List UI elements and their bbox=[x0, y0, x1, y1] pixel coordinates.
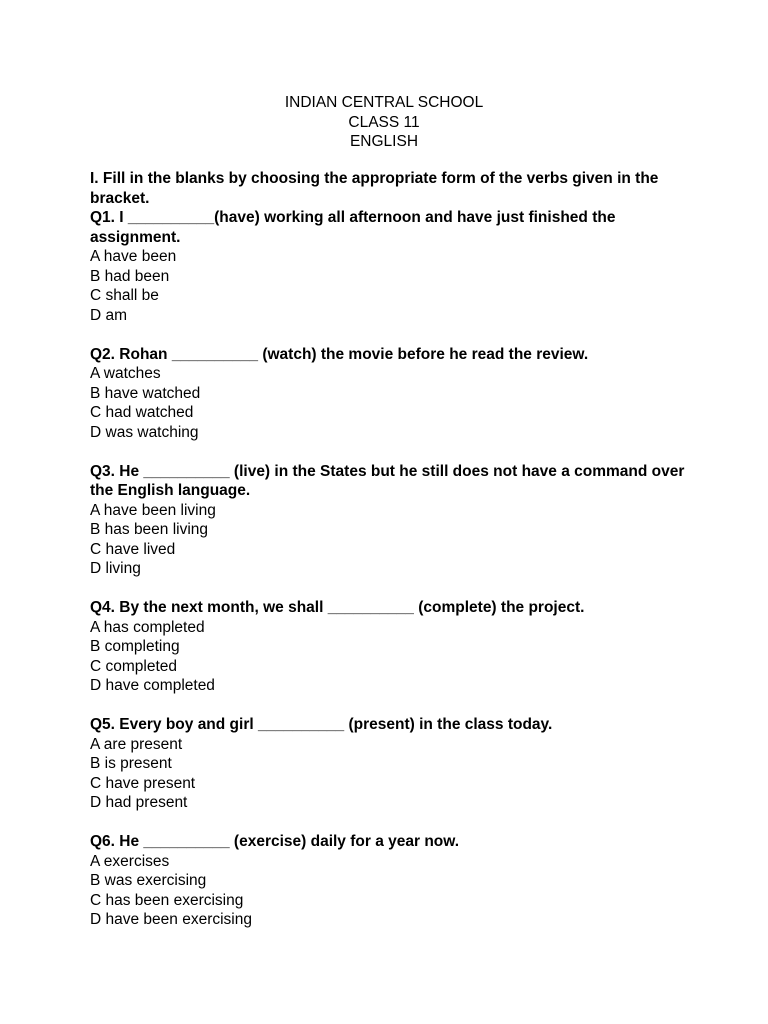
option-c: C has been exercising bbox=[90, 891, 244, 909]
school-name: INDIAN CENTRAL SCHOOL bbox=[284, 94, 484, 111]
spacer bbox=[90, 579, 690, 599]
subject-label: ENGLISH bbox=[349, 133, 419, 150]
option-d: D have completed bbox=[90, 677, 215, 694]
question-block-2 bbox=[90, 345, 690, 443]
option-c: C had watched bbox=[90, 404, 194, 421]
option-a: A watches bbox=[90, 365, 161, 382]
option-b: B has been living bbox=[90, 521, 209, 538]
spacer bbox=[90, 813, 690, 833]
question-block-4 bbox=[90, 598, 690, 696]
option-c: C have lived bbox=[90, 540, 176, 558]
worksheet-content bbox=[90, 169, 690, 930]
document-header bbox=[0, 93, 768, 152]
question-block-3 bbox=[90, 462, 690, 579]
question-block-1 bbox=[90, 208, 690, 325]
option-b: B is present bbox=[90, 755, 172, 772]
spacer bbox=[90, 696, 690, 716]
question-text: Q4. By the next month, we shall __________ (complete) the project. bbox=[90, 599, 585, 616]
question-text: Q3. He __________ (live) in the States but he still does not have a command over the English language. bbox=[90, 462, 685, 499]
question-text: Q6. He __________ (exercise) daily for a year now. bbox=[90, 833, 460, 850]
question-block-6 bbox=[90, 832, 690, 930]
option-a: A exercises bbox=[90, 852, 170, 870]
spacer bbox=[90, 325, 690, 345]
section-instruction: I. Fill in the blanks by choosing the appropriate form of the verbs given in the bracket. bbox=[90, 170, 659, 207]
question-text: Q5. Every boy and girl __________ (present) in the class today. bbox=[90, 716, 553, 733]
option-d: D have been exercising bbox=[90, 911, 252, 928]
option-b: B was exercising bbox=[90, 872, 207, 889]
option-d: D had present bbox=[90, 794, 188, 811]
option-a: A are present bbox=[90, 735, 183, 753]
question-text: Q1. I __________(have) working all afternoon and have just finished the assignment. bbox=[90, 209, 616, 246]
option-a: A have been bbox=[90, 248, 177, 265]
option-c: C completed bbox=[90, 657, 178, 675]
option-b: B completing bbox=[90, 638, 180, 655]
option-a: A has completed bbox=[90, 618, 205, 636]
option-d: D am bbox=[90, 306, 128, 324]
option-b: B had been bbox=[90, 267, 170, 285]
option-d: D was watching bbox=[90, 423, 199, 441]
option-c: C shall be bbox=[90, 287, 159, 304]
option-c: C have present bbox=[90, 774, 196, 792]
class-label: CLASS 11 bbox=[348, 113, 420, 131]
question-block-5 bbox=[90, 715, 690, 813]
spacer bbox=[90, 442, 690, 462]
option-a: A have been living bbox=[90, 501, 216, 519]
question-text: Q2. Rohan __________ (watch) the movie before he read the review. bbox=[90, 345, 589, 363]
option-d: D living bbox=[90, 560, 141, 577]
option-b: B have watched bbox=[90, 384, 201, 402]
